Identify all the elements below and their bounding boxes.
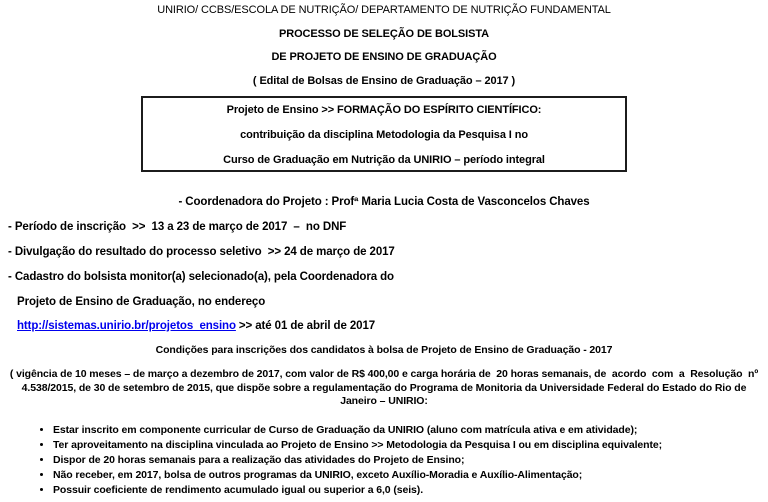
edital-subtitle: ( Edital de Bolsas de Ensino de Graduação – 2017 ) — [252, 75, 516, 87]
project-box-line-1: Projeto de Ensino >> FORMAÇÃO DO ESPÍRITO CIENTÍFICO: — [226, 104, 542, 116]
title-line-2: DE PROJETO DE ENSINO DE GRADUAÇÃO — [271, 51, 497, 63]
conditions-intro-line-1: ( vigência de 10 meses – de março a dezembro de 2017, com valor de R$ 400,00 e carga horária de 20 horas semanais, de acordo com a Resolução nº — [9, 368, 759, 380]
coordinator-line: - Coordenadora do Projeto : Profª Maria Lucia Costa de Vasconcelos Chaves — [178, 196, 590, 208]
registration-link[interactable]: http://sistemas.unirio.br/projetos_ensino — [17, 320, 236, 332]
project-box — [141, 96, 627, 172]
registration-deadline: >> até 01 de abril de 2017 — [238, 320, 376, 332]
condition-item-3: • Dispor de 20 horas semanais para a realização das atividades do Projeto de Ensino; — [53, 453, 768, 468]
project-box-line-2: contribuição da disciplina Metodologia da Pesquisa I no — [240, 129, 528, 141]
conditions-list — [0, 423, 768, 498]
project-box-line-3: Curso de Graduação em Nutrição da UNIRIO – período integral — [223, 154, 545, 166]
inscription-period-line: - Período de inscrição >> 13 a 23 de março de 2017 – no DNF — [8, 221, 347, 233]
registration-line-1: - Cadastro do bolsista monitor(a) selecionado(a), pela Coordenadora do — [8, 271, 394, 283]
registration-line-2: Projeto de Ensino de Graduação, no endereço — [17, 296, 266, 308]
condition-item-5: • Possuir coeficiente de rendimento acumulado igual ou superior a 6,0 (seis). — [53, 483, 768, 498]
conditions-intro-line-3: Janeiro – UNIRIO: — [340, 395, 428, 407]
institution-header: UNIRIO/ CCBS/ESCOLA DE NUTRIÇÃO/ DEPARTAMENTO DE NUTRIÇÃO FUNDAMENTAL — [157, 4, 611, 16]
registration-link-line — [17, 320, 768, 332]
conditions-intro — [0, 368, 768, 409]
title-line-1: PROCESSO DE SELEÇÃO DE BOLSISTA — [278, 28, 489, 40]
condition-item-4: • Não receber, em 2017, bolsa de outros programas da UNIRIO, exceto Auxílio-Moradia e Auxílio-Alimentação; — [53, 468, 768, 483]
conditions-heading: Condições para inscrições dos candidatos à bolsa de Projeto de Ensino de Graduação - 2017 — [155, 344, 613, 356]
result-announcement-line: - Divulgação do resultado do processo seletivo >> 24 de março de 2017 — [8, 246, 395, 258]
condition-item-2: • Ter aproveitamento na disciplina vinculada ao Projeto de Ensino >> Metodologia da Pesquisa I ou em disciplina equivalente; — [53, 438, 768, 453]
conditions-intro-line-2: 4.538/2015, de 30 de setembro de 2015, que dispõe sobre a regulamentação do Programa de Monitoria da Universidade Federal do Estado do Rio de — [21, 381, 747, 394]
condition-item-1: • Estar inscrito em componente curricular de Curso de Graduação da UNIRIO (aluno com matrícula ativa e em atividade); — [53, 423, 768, 438]
